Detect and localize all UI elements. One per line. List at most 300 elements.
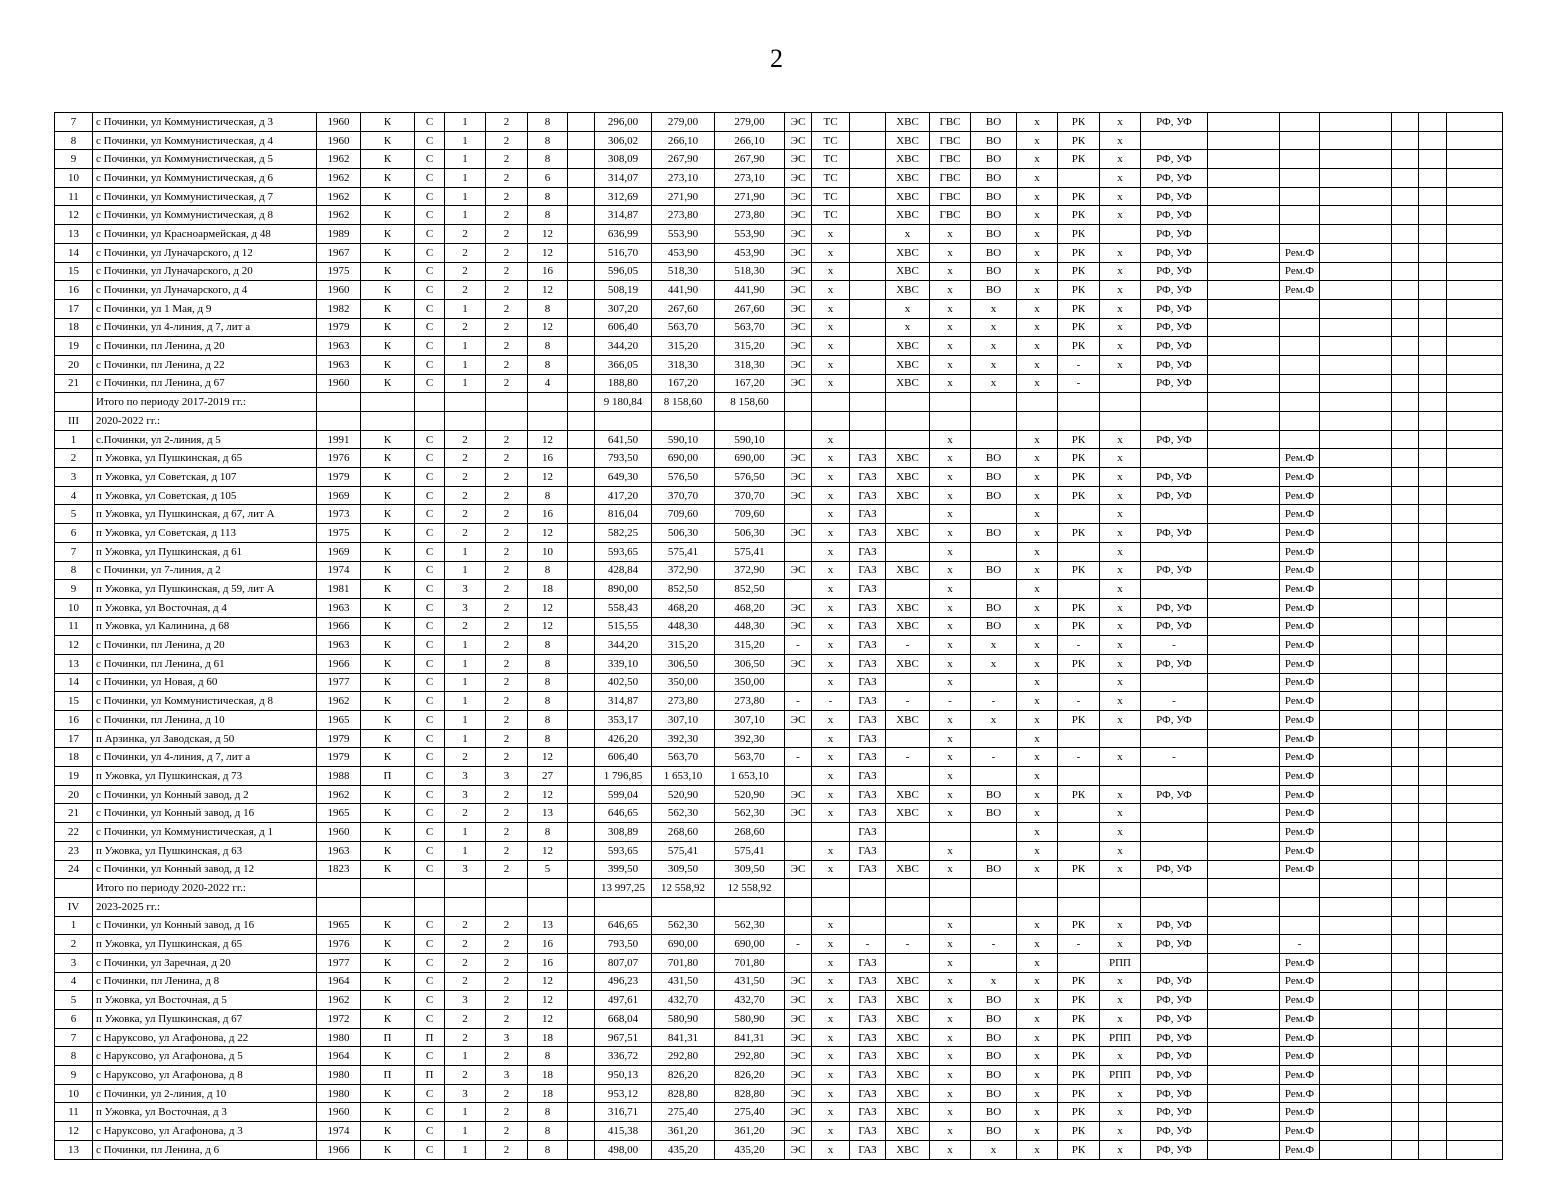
table-cell: ГВС bbox=[930, 169, 971, 188]
table-cell bbox=[1058, 953, 1100, 972]
table-cell: К bbox=[361, 1047, 415, 1066]
table-cell: х bbox=[812, 449, 850, 468]
table-cell: Рем.Ф bbox=[1280, 449, 1320, 468]
table-cell bbox=[1447, 1047, 1503, 1066]
table-cell bbox=[1392, 430, 1419, 449]
table-cell: ВО bbox=[971, 524, 1017, 543]
table-cell: РК bbox=[1058, 1028, 1100, 1047]
table-cell: 1980 bbox=[317, 1084, 361, 1103]
table-row bbox=[55, 1122, 1503, 1141]
table-cell: х bbox=[1017, 1084, 1058, 1103]
table-cell bbox=[1280, 131, 1320, 150]
table-cell: х bbox=[1100, 598, 1141, 617]
table-cell: х bbox=[930, 1047, 971, 1066]
table-cell: Рем.Ф bbox=[1280, 711, 1320, 730]
table-cell: - bbox=[971, 748, 1017, 767]
table-cell: 518,30 bbox=[715, 262, 785, 281]
table-cell: х bbox=[1017, 673, 1058, 692]
table-cell: Рем.Ф bbox=[1280, 673, 1320, 692]
table-cell: РК bbox=[1058, 860, 1100, 879]
table-cell: 828,80 bbox=[652, 1084, 715, 1103]
table-cell bbox=[1280, 897, 1320, 916]
table-cell bbox=[1208, 169, 1280, 188]
table-cell: РК bbox=[1058, 1084, 1100, 1103]
table-cell: 1 bbox=[445, 542, 486, 561]
table-cell bbox=[1208, 636, 1280, 655]
address-cell: п Ужовка, ул Советская, д 113 bbox=[93, 524, 317, 543]
table-cell bbox=[1447, 393, 1503, 412]
table-cell: 8 bbox=[528, 654, 568, 673]
table-cell: 1 bbox=[445, 1103, 486, 1122]
table-cell bbox=[971, 767, 1017, 786]
address-cell: с Починки, ул Коммунистическая, д 6 bbox=[93, 169, 317, 188]
table-row bbox=[55, 823, 1503, 842]
table-cell: 370,70 bbox=[652, 486, 715, 505]
table-cell: РФ, УФ bbox=[1141, 374, 1208, 393]
table-cell: Рем.Ф bbox=[1280, 580, 1320, 599]
table-cell bbox=[1208, 486, 1280, 505]
table-cell: 3 bbox=[55, 953, 93, 972]
table-cell bbox=[1320, 785, 1392, 804]
table-cell: 13 bbox=[55, 225, 93, 244]
table-cell bbox=[850, 318, 886, 337]
table-cell bbox=[568, 916, 595, 935]
table-cell: 312,69 bbox=[595, 187, 652, 206]
table-cell: 1966 bbox=[317, 617, 361, 636]
table-cell: х bbox=[1017, 430, 1058, 449]
table-cell: Рем.Ф bbox=[1280, 1010, 1320, 1029]
table-cell bbox=[1017, 412, 1058, 431]
table-cell: 2 bbox=[486, 785, 528, 804]
table-cell: РК bbox=[1058, 991, 1100, 1010]
table-cell: 8 bbox=[528, 729, 568, 748]
table-cell bbox=[1208, 561, 1280, 580]
table-cell: К bbox=[361, 486, 415, 505]
table-cell: ХВС bbox=[886, 468, 930, 487]
table-cell bbox=[1320, 318, 1392, 337]
table-cell bbox=[1447, 412, 1503, 431]
table-cell bbox=[1419, 412, 1447, 431]
table-cell bbox=[1058, 542, 1100, 561]
table-cell: х bbox=[1017, 935, 1058, 954]
table-cell: 1988 bbox=[317, 767, 361, 786]
table-cell: х bbox=[1017, 916, 1058, 935]
table-cell: РК bbox=[1058, 281, 1100, 300]
address-cell: п Ужовка, ул Восточная, д 4 bbox=[93, 598, 317, 617]
table-cell bbox=[1280, 374, 1320, 393]
table-cell: 1977 bbox=[317, 673, 361, 692]
table-cell: 402,50 bbox=[595, 673, 652, 692]
table-cell: С bbox=[415, 804, 445, 823]
table-cell bbox=[445, 412, 486, 431]
table-cell: ГАЗ bbox=[850, 1028, 886, 1047]
table-cell: 2 bbox=[486, 1010, 528, 1029]
table-row bbox=[55, 505, 1503, 524]
table-cell: 306,50 bbox=[715, 654, 785, 673]
table-cell: РК bbox=[1058, 187, 1100, 206]
table-cell: П bbox=[361, 1028, 415, 1047]
table-cell: 668,04 bbox=[595, 1010, 652, 1029]
table-cell: 188,80 bbox=[595, 374, 652, 393]
table-cell: 12 bbox=[528, 524, 568, 543]
table-cell: х bbox=[930, 281, 971, 300]
table-cell: К bbox=[361, 299, 415, 318]
table-cell: х bbox=[812, 318, 850, 337]
table-cell: х bbox=[930, 1103, 971, 1122]
table-cell: 1823 bbox=[317, 860, 361, 879]
table-cell bbox=[1392, 355, 1419, 374]
address-cell: п Ужовка, ул Восточная, д 3 bbox=[93, 1103, 317, 1122]
table-cell bbox=[1419, 561, 1447, 580]
table-cell: Рем.Ф bbox=[1280, 785, 1320, 804]
table-cell: 950,13 bbox=[595, 1066, 652, 1085]
address-cell: с Починки, ул Коммунистическая, д 4 bbox=[93, 131, 317, 150]
table-cell: 267,60 bbox=[715, 299, 785, 318]
table-cell bbox=[1208, 1066, 1280, 1085]
table-cell: 453,90 bbox=[652, 243, 715, 262]
table-cell: 2 bbox=[486, 299, 528, 318]
table-cell: х bbox=[812, 841, 850, 860]
table-cell bbox=[1419, 1122, 1447, 1141]
table-cell bbox=[886, 505, 930, 524]
table-cell: х bbox=[971, 1140, 1017, 1159]
table-cell bbox=[1058, 393, 1100, 412]
table-cell: - bbox=[1058, 636, 1100, 655]
table-cell: 515,55 bbox=[595, 617, 652, 636]
table-cell: С bbox=[415, 972, 445, 991]
table-cell: 10 bbox=[55, 1084, 93, 1103]
table-cell: К bbox=[361, 262, 415, 281]
table-cell: ВО bbox=[971, 187, 1017, 206]
table-cell bbox=[1141, 729, 1208, 748]
table-cell: ГАЗ bbox=[850, 692, 886, 711]
table-cell bbox=[886, 897, 930, 916]
table-cell bbox=[1320, 1140, 1392, 1159]
table-cell: х bbox=[1017, 113, 1058, 132]
table-cell: К bbox=[361, 355, 415, 374]
table-cell: 2 bbox=[486, 318, 528, 337]
table-cell: ГАЗ bbox=[850, 449, 886, 468]
table-cell: 7 bbox=[55, 1028, 93, 1047]
table-cell: ХВС bbox=[886, 524, 930, 543]
table-cell: 2 bbox=[486, 449, 528, 468]
table-cell: 1 bbox=[445, 692, 486, 711]
table-cell: 9 180,84 bbox=[595, 393, 652, 412]
table-cell: 520,90 bbox=[652, 785, 715, 804]
table-cell: К bbox=[361, 542, 415, 561]
table-cell: 12 558,92 bbox=[652, 879, 715, 898]
table-cell bbox=[1419, 916, 1447, 935]
address-cell: п Ужовка, ул Советская, д 105 bbox=[93, 486, 317, 505]
table-cell: 448,30 bbox=[715, 617, 785, 636]
table-cell bbox=[1447, 524, 1503, 543]
table-cell: 1967 bbox=[317, 243, 361, 262]
table-cell: ВО bbox=[971, 281, 1017, 300]
table-cell bbox=[1208, 841, 1280, 860]
table-cell bbox=[1392, 561, 1419, 580]
table-cell: ХВС bbox=[886, 785, 930, 804]
table-cell bbox=[1208, 748, 1280, 767]
table-cell: х bbox=[1017, 225, 1058, 244]
table-cell: 646,65 bbox=[595, 916, 652, 935]
table-cell: 11 bbox=[55, 617, 93, 636]
table-cell bbox=[886, 542, 930, 561]
table-cell: 3 bbox=[486, 767, 528, 786]
table-cell: 9 bbox=[55, 1066, 93, 1085]
table-cell: 1962 bbox=[317, 187, 361, 206]
page-number: 2 bbox=[770, 44, 783, 73]
table-cell bbox=[568, 225, 595, 244]
table-cell: х bbox=[812, 748, 850, 767]
table-cell: 1962 bbox=[317, 785, 361, 804]
table-cell: Рем.Ф bbox=[1280, 1140, 1320, 1159]
table-cell bbox=[715, 412, 785, 431]
table-cell: х bbox=[971, 355, 1017, 374]
table-cell: - bbox=[886, 935, 930, 954]
table-cell: 268,60 bbox=[652, 823, 715, 842]
table-cell bbox=[568, 449, 595, 468]
table-cell: х bbox=[1017, 692, 1058, 711]
table-cell: К bbox=[361, 748, 415, 767]
table-cell: Рем.Ф bbox=[1280, 1122, 1320, 1141]
table-cell: ВО bbox=[971, 617, 1017, 636]
table-cell bbox=[1320, 841, 1392, 860]
table-cell: 11 bbox=[55, 1103, 93, 1122]
address-cell: п Ужовка, ул Пушкинская, д 67 bbox=[93, 1010, 317, 1029]
table-cell bbox=[1058, 729, 1100, 748]
table-cell: 19 bbox=[55, 767, 93, 786]
table-cell bbox=[1280, 169, 1320, 188]
table-cell: 1980 bbox=[317, 1028, 361, 1047]
table-cell bbox=[317, 879, 361, 898]
table-cell bbox=[1419, 393, 1447, 412]
table-cell: 553,90 bbox=[715, 225, 785, 244]
table-cell bbox=[1419, 187, 1447, 206]
table-cell bbox=[486, 412, 528, 431]
table-row bbox=[55, 617, 1503, 636]
table-cell: IV bbox=[55, 897, 93, 916]
table-cell: 8 bbox=[528, 486, 568, 505]
table-cell: 307,10 bbox=[652, 711, 715, 730]
table-row bbox=[55, 524, 1503, 543]
table-cell: ХВС bbox=[886, 561, 930, 580]
table-cell: 14 bbox=[55, 243, 93, 262]
table-cell: 16 bbox=[55, 711, 93, 730]
table-cell bbox=[1208, 860, 1280, 879]
table-cell: - bbox=[1058, 935, 1100, 954]
table-cell: Рем.Ф bbox=[1280, 1066, 1320, 1085]
table-cell: РФ, УФ bbox=[1141, 299, 1208, 318]
table-cell bbox=[1320, 1103, 1392, 1122]
table-cell: 14 bbox=[55, 673, 93, 692]
table-cell: Рем.Ф bbox=[1280, 561, 1320, 580]
table-cell: х bbox=[1017, 580, 1058, 599]
table-cell bbox=[971, 823, 1017, 842]
table-cell bbox=[1419, 1066, 1447, 1085]
table-cell: 8 bbox=[528, 1047, 568, 1066]
table-cell: 17 bbox=[55, 729, 93, 748]
table-cell: х bbox=[1100, 561, 1141, 580]
table-cell: х bbox=[1017, 524, 1058, 543]
table-cell: ЭС bbox=[785, 617, 812, 636]
table-cell: 599,04 bbox=[595, 785, 652, 804]
table-cell bbox=[1320, 1010, 1392, 1029]
table-cell: РК bbox=[1058, 262, 1100, 281]
table-cell: 2 bbox=[486, 636, 528, 655]
table-cell: ГАЗ bbox=[850, 1084, 886, 1103]
table-cell: 448,30 bbox=[652, 617, 715, 636]
table-cell: 392,30 bbox=[652, 729, 715, 748]
table-cell bbox=[1392, 524, 1419, 543]
table-row bbox=[55, 673, 1503, 692]
table-cell: 506,30 bbox=[715, 524, 785, 543]
table-cell bbox=[1320, 505, 1392, 524]
table-cell: 4 bbox=[528, 374, 568, 393]
table-cell bbox=[568, 318, 595, 337]
table-cell bbox=[850, 131, 886, 150]
table-cell bbox=[1419, 841, 1447, 860]
table-cell: III bbox=[55, 412, 93, 431]
table-cell: х bbox=[1100, 281, 1141, 300]
table-cell: 1976 bbox=[317, 449, 361, 468]
table-cell: х bbox=[930, 449, 971, 468]
table-cell: 701,80 bbox=[715, 953, 785, 972]
table-cell: Рем.Ф bbox=[1280, 1084, 1320, 1103]
table-cell: 8 bbox=[528, 636, 568, 655]
table-cell: 2 bbox=[486, 505, 528, 524]
table-cell: 8 bbox=[528, 113, 568, 132]
table-row bbox=[55, 355, 1503, 374]
table-cell bbox=[930, 412, 971, 431]
address-cell: с Починки, пл Ленина, д 67 bbox=[93, 374, 317, 393]
table-cell: ХВС bbox=[886, 281, 930, 300]
table-cell bbox=[568, 1140, 595, 1159]
table-cell: - bbox=[1280, 935, 1320, 954]
table-cell bbox=[1320, 486, 1392, 505]
table-cell: 12 bbox=[528, 430, 568, 449]
table-cell bbox=[1058, 823, 1100, 842]
table-cell: 1960 bbox=[317, 823, 361, 842]
table-cell: 12 bbox=[528, 281, 568, 300]
table-cell: 563,70 bbox=[652, 318, 715, 337]
table-cell: 339,10 bbox=[595, 654, 652, 673]
table-cell: х bbox=[1017, 243, 1058, 262]
table-cell: 1969 bbox=[317, 542, 361, 561]
table-row bbox=[55, 580, 1503, 599]
table-cell bbox=[1058, 767, 1100, 786]
table-cell bbox=[1392, 412, 1419, 431]
table-cell: К bbox=[361, 953, 415, 972]
table-row bbox=[55, 748, 1503, 767]
table-cell: 593,65 bbox=[595, 841, 652, 860]
table-cell bbox=[886, 673, 930, 692]
table-cell: С bbox=[415, 860, 445, 879]
table-cell: 10 bbox=[55, 169, 93, 188]
table-cell: - bbox=[1141, 748, 1208, 767]
table-cell: С bbox=[415, 1122, 445, 1141]
table-cell: - bbox=[785, 692, 812, 711]
address-cell: п Ужовка, ул Восточная, д 5 bbox=[93, 991, 317, 1010]
table-cell: 5 bbox=[528, 860, 568, 879]
table-cell: х bbox=[1017, 281, 1058, 300]
table-cell bbox=[1392, 1047, 1419, 1066]
table-cell bbox=[568, 281, 595, 300]
table-cell: 273,10 bbox=[715, 169, 785, 188]
table-cell: 1965 bbox=[317, 711, 361, 730]
table-cell bbox=[1447, 318, 1503, 337]
table-cell bbox=[1208, 468, 1280, 487]
table-cell: 307,20 bbox=[595, 299, 652, 318]
table-row bbox=[55, 991, 1503, 1010]
table-cell: Рем.Ф bbox=[1280, 1028, 1320, 1047]
table-cell: - bbox=[930, 692, 971, 711]
table-cell: 167,20 bbox=[652, 374, 715, 393]
table-cell: 2 bbox=[445, 468, 486, 487]
table-cell bbox=[1208, 617, 1280, 636]
table-cell bbox=[1419, 374, 1447, 393]
table-cell: х bbox=[1100, 785, 1141, 804]
table-cell: РФ, УФ bbox=[1141, 1103, 1208, 1122]
table-cell bbox=[886, 916, 930, 935]
table-cell: х bbox=[812, 561, 850, 580]
table-cell: РФ, УФ bbox=[1141, 654, 1208, 673]
table-cell: РК bbox=[1058, 206, 1100, 225]
table-row bbox=[55, 187, 1503, 206]
table-cell: С bbox=[415, 374, 445, 393]
table-cell: 2 bbox=[486, 617, 528, 636]
table-cell: К bbox=[361, 524, 415, 543]
table-cell: ЭС bbox=[785, 1047, 812, 1066]
address-cell: 2020-2022 гг.: bbox=[93, 412, 317, 431]
table-cell bbox=[1208, 991, 1280, 1010]
table-cell bbox=[1208, 953, 1280, 972]
table-cell: х bbox=[1017, 729, 1058, 748]
table-cell bbox=[1100, 412, 1141, 431]
table-cell: К bbox=[361, 150, 415, 169]
table-cell bbox=[568, 692, 595, 711]
table-cell: 12 bbox=[528, 841, 568, 860]
table-cell: 496,23 bbox=[595, 972, 652, 991]
table-cell: 350,00 bbox=[715, 673, 785, 692]
table-cell bbox=[568, 953, 595, 972]
table-cell: ВО bbox=[971, 804, 1017, 823]
table-cell bbox=[850, 243, 886, 262]
table-cell: 2 bbox=[486, 1122, 528, 1141]
table-cell bbox=[1392, 262, 1419, 281]
table-cell bbox=[1419, 1047, 1447, 1066]
table-cell: 1965 bbox=[317, 804, 361, 823]
table-cell: х bbox=[1100, 486, 1141, 505]
table-cell bbox=[568, 636, 595, 655]
address-cell: Итого по периоду 2020-2022 гг.: bbox=[93, 879, 317, 898]
table-cell: К bbox=[361, 785, 415, 804]
table-row bbox=[55, 785, 1503, 804]
table-cell: х bbox=[930, 355, 971, 374]
table-cell: 2 bbox=[486, 430, 528, 449]
table-cell: 12 bbox=[528, 243, 568, 262]
table-cell: 709,60 bbox=[652, 505, 715, 524]
table-cell: х bbox=[1017, 486, 1058, 505]
table-cell: х bbox=[812, 935, 850, 954]
table-cell: х bbox=[812, 617, 850, 636]
table-cell bbox=[1320, 561, 1392, 580]
table-cell: 315,20 bbox=[715, 636, 785, 655]
table-cell bbox=[1058, 673, 1100, 692]
table-cell bbox=[1447, 860, 1503, 879]
table-cell bbox=[1419, 580, 1447, 599]
table-cell: 426,20 bbox=[595, 729, 652, 748]
table-cell: РФ, УФ bbox=[1141, 1010, 1208, 1029]
